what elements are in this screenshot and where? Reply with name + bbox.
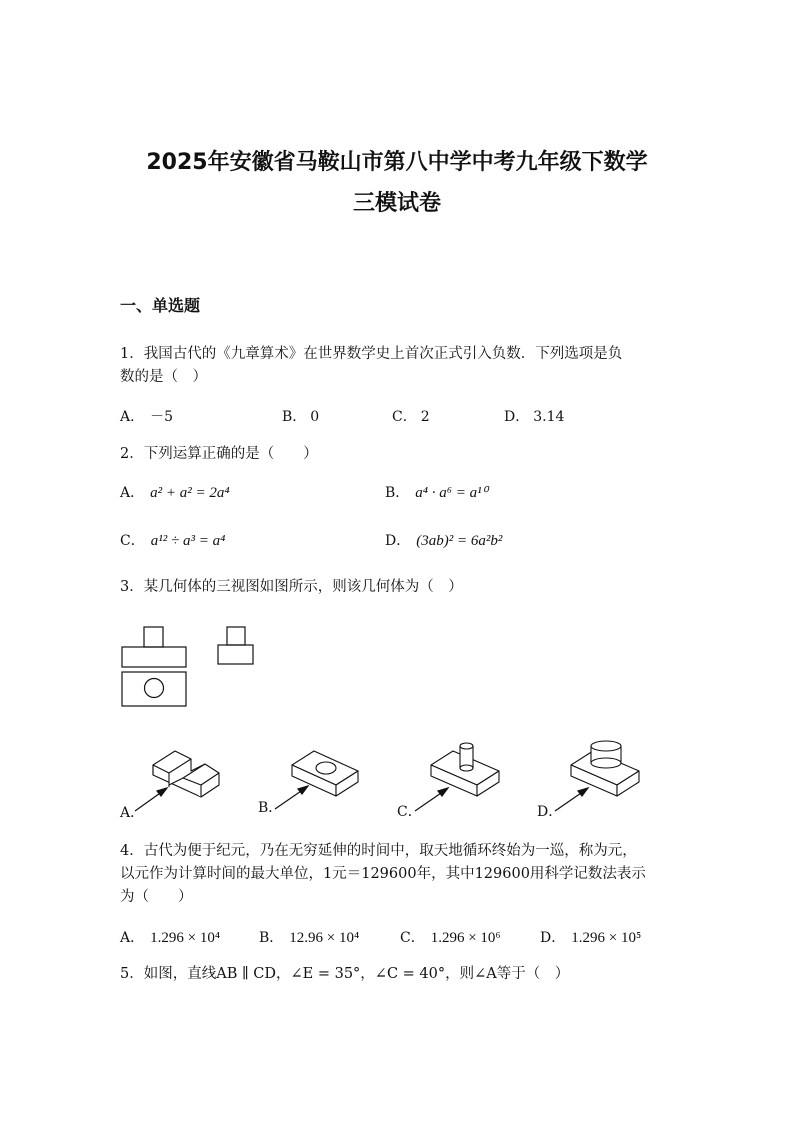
top-view-rect	[122, 672, 186, 706]
option-formula: 12.96 × 10⁴	[289, 930, 360, 946]
question-1-stem-line1: 1．我国古代的《九章算术》在世界数学史上首次正式引入负数．下列选项是负	[120, 346, 623, 362]
question-4-stem-line3: 为（ ）	[120, 889, 193, 905]
front-view-top-block	[144, 627, 163, 647]
question-4-stem-line1: 4．古代为便于纪元，乃在无穷延伸的时间中，取天地循环终始为一巡，称为元，	[120, 843, 637, 859]
option-value: 2	[420, 409, 430, 425]
q3-option-b-label: B．	[258, 800, 283, 816]
option-value: －5	[150, 409, 174, 425]
q1-option-b	[282, 406, 319, 426]
front-view-base	[122, 647, 186, 667]
option-label: D．	[540, 930, 566, 946]
q4-option-a	[120, 927, 220, 947]
option-formula: a⁴ · a⁶ = a¹⁰	[415, 485, 488, 501]
option-c-solid	[431, 743, 499, 796]
option-label: B．	[282, 409, 307, 425]
q3-option-c-label: C．	[397, 804, 422, 820]
q1-option-c	[392, 406, 430, 426]
q3-option-d-label: D．	[537, 804, 563, 820]
side-view-base	[218, 645, 253, 664]
q2-option-b	[385, 482, 488, 502]
section-heading: 一、单选题	[120, 296, 201, 315]
side-view-top-block	[227, 627, 245, 645]
option-label: C．	[400, 930, 425, 946]
q3-option-figures	[115, 735, 675, 820]
option-label: A．	[120, 485, 145, 501]
q4-option-b	[259, 927, 359, 947]
option-formula: 1.296 × 10⁴	[150, 930, 221, 946]
option-value: 3.14	[533, 409, 565, 425]
q3-option-a-label: A．	[120, 805, 145, 821]
option-formula: a² + a² = 2a⁴	[150, 485, 230, 501]
option-label: D．	[385, 533, 411, 549]
option-formula: a¹² ÷ a³ = a⁴	[150, 533, 226, 549]
option-formula: 1.296 × 10⁵	[571, 930, 642, 946]
option-label: A．	[120, 930, 145, 946]
option-value: 0	[310, 409, 320, 425]
question-4-stem-line2: 以元作为计算时间的最大单位，1元＝129600年，其中129600用科学记数法表示	[120, 866, 646, 882]
question-5-stem: 5．如图，直线AB ∥ CD，∠E = 35°，∠C = 40°，则∠A等于（ ）	[120, 966, 570, 982]
q2-option-a	[120, 482, 230, 502]
document-title-line2: 三模试卷	[352, 191, 441, 216]
option-label: D．	[504, 409, 530, 425]
q1-option-a	[120, 406, 173, 426]
option-label: C．	[120, 533, 145, 549]
q2-option-d	[385, 530, 502, 550]
option-d-solid	[571, 741, 639, 796]
three-view-figure	[118, 622, 263, 712]
option-formula: 1.296 × 10⁶	[430, 930, 501, 946]
document-title-line1: 2025年安徽省马鞍山市第八中学中考九年级下数学	[146, 150, 648, 175]
q1-option-d	[504, 406, 564, 426]
top-view-circle	[145, 679, 164, 698]
option-formula: (3ab)² = 6a²b²	[416, 533, 503, 549]
question-1-stem-line2: 数的是（ ）	[120, 369, 207, 385]
option-label: A．	[120, 409, 145, 425]
q2-option-c	[120, 530, 225, 550]
option-label: C．	[392, 409, 417, 425]
question-2-stem: 2．下列运算正确的是（ ）	[120, 446, 318, 462]
option-label: B．	[259, 930, 284, 946]
question-3-stem: 3．某几何体的三视图如图所示，则该几何体为（ ）	[120, 579, 463, 595]
q4-option-c	[400, 927, 501, 947]
option-label: B．	[385, 485, 410, 501]
q4-option-d	[540, 927, 641, 947]
